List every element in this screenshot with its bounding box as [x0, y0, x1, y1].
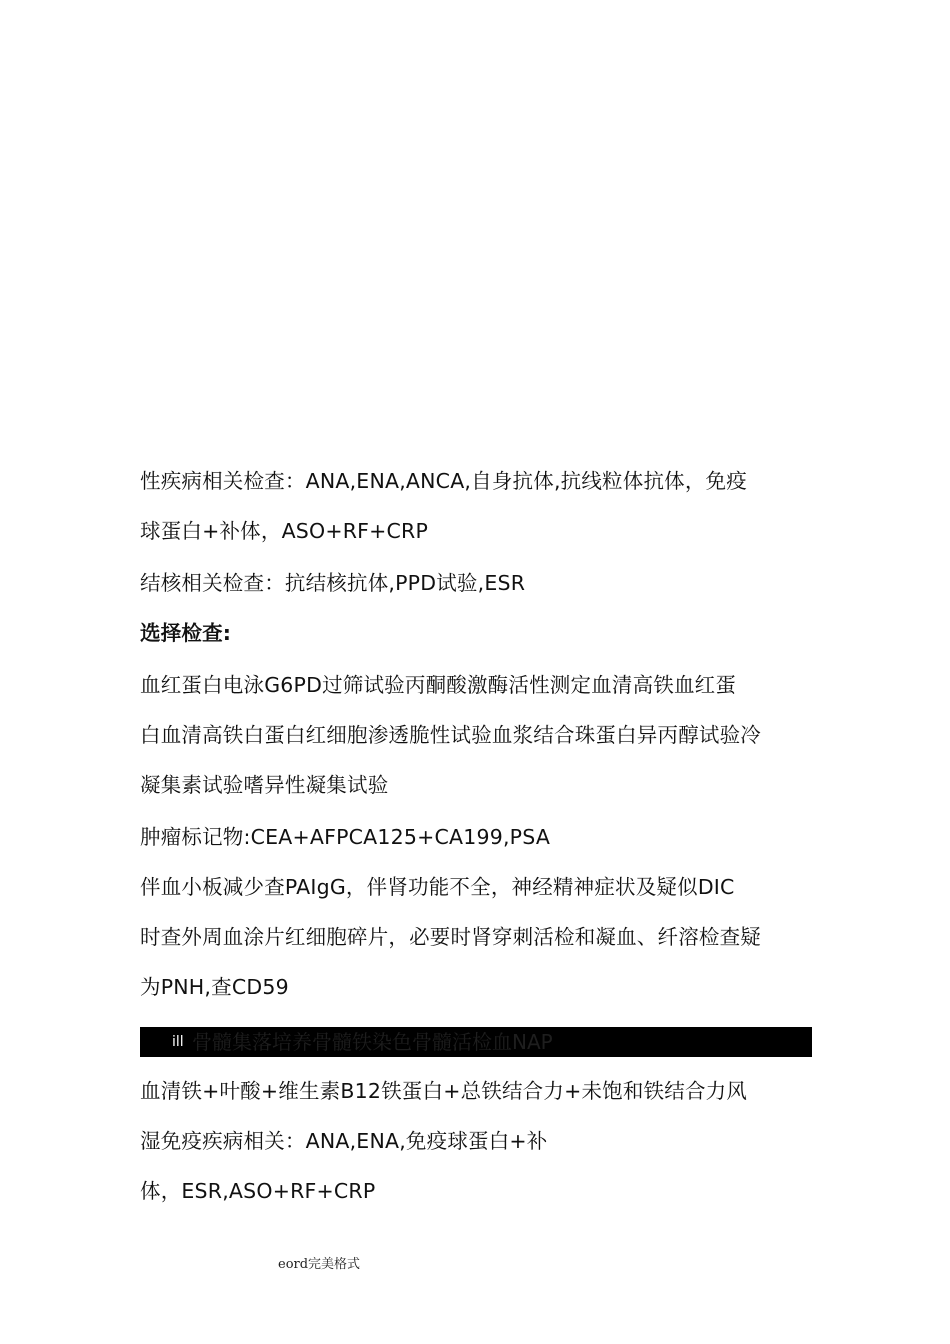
page-footer: eord完美格式 [278, 1257, 361, 1272]
highlight-bar [140, 1027, 812, 1057]
text-line-tumor-markers: 肿瘤标记物:CEA+AFPCA125+CA199,PSA [140, 825, 551, 849]
bar-marker: ill [172, 1034, 184, 1050]
text-line-cold-agglutinin: 凝集素试验嗜异性凝集试验 [140, 773, 389, 797]
text-line-autoimmune-tests: 性疾病相关检查：ANA,ENA,ANCA,自身抗体,抗线粒体抗体，免疫 [140, 469, 747, 493]
text-line-hemoglobin-electrophoresis: 血红蛋白电泳G6PD过筛试验丙酮酸激酶活性测定血清高铁血红蛋 [140, 673, 737, 697]
text-line-esr-aso: 体，ESR,ASO+RF+CRP [140, 1179, 376, 1203]
text-line-peripheral-smear: 时查外周血涂片红细胞碎片，必要时肾穿刺活检和凝血、纤溶检查疑 [140, 925, 761, 949]
text-line-thrombocytopenia: 伴血小板减少查PAIgG，伴肾功能不全，神经精神症状及疑似DIC [140, 875, 735, 899]
text-line-globulin-complement: 球蛋白+补体，ASO+RF+CRP [140, 519, 429, 543]
text-line-serum-iron: 血清铁+叶酸+维生素B12铁蛋白+总铁结合力+未饱和铁结合力风 [140, 1079, 748, 1103]
text-line-pnh-cd59: 为PNH,查CD59 [140, 975, 289, 999]
section-heading-optional-tests: 选择检查: [140, 621, 232, 645]
text-line-rheumatic-immune: 湿免疫疾病相关：ANA,ENA,免疫球蛋白+补 [140, 1129, 548, 1153]
bar-text-bone-marrow: 骨髓集落培养骨髓铁染色骨髓活检血NAP [192, 1030, 553, 1054]
text-line-osmotic-fragility: 白血清高铁白蛋白红细胞渗透脆性试验血浆结合珠蛋白异丙醇试验冷 [140, 723, 761, 747]
text-line-tuberculosis-tests: 结核相关检查：抗结核抗体,PPD试验,ESR [140, 571, 526, 595]
